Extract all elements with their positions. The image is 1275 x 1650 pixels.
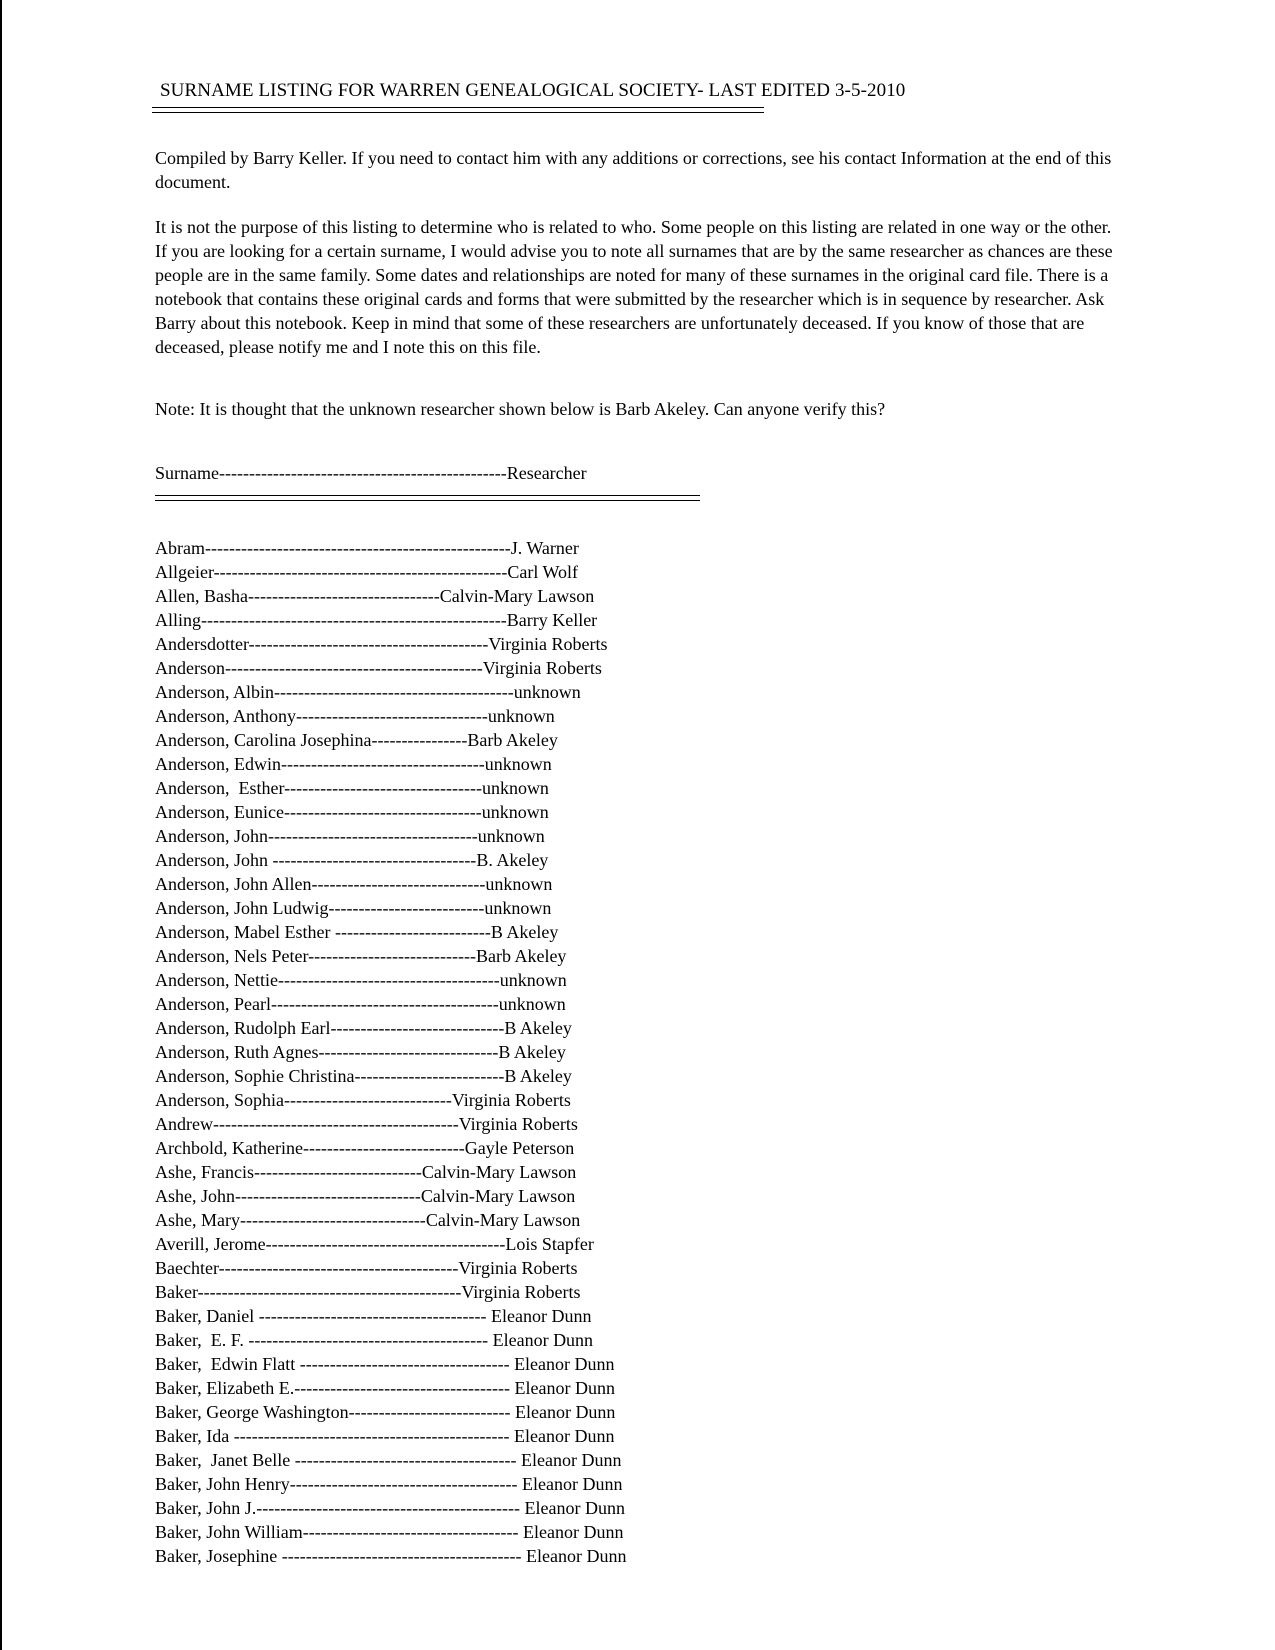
header-underline-top — [155, 495, 700, 496]
surname-text: Anderson, Sophia — [155, 1090, 284, 1110]
list-item — [155, 1376, 626, 1400]
title-underline-bottom — [152, 112, 764, 113]
leader-dashes: ---------------------------------------- — [218, 1258, 459, 1278]
list-item — [155, 728, 626, 752]
leader-dashes: ------------------------------------ — [294, 1378, 511, 1398]
surname-text: Anderson — [155, 658, 225, 678]
surname-text: Allgeier — [155, 562, 214, 582]
list-item — [155, 1112, 626, 1136]
surname-text: Anderson, Eunice — [155, 802, 284, 822]
leader-dashes: ------------------------------- — [239, 1210, 426, 1230]
researcher-text: Barry Keller — [506, 610, 598, 630]
surname-text: Baker — [155, 1282, 198, 1302]
leader-dashes: ---------------------------------------- — [248, 634, 489, 654]
surname-text: Anderson, Mabel Esther — [155, 922, 335, 942]
surname-text: Averill, Jerome — [155, 1234, 266, 1254]
list-item — [155, 680, 626, 704]
list-item — [155, 656, 626, 680]
researcher-text: Calvin-Mary Lawson — [425, 1210, 581, 1230]
purpose-paragraph: It is not the purpose of this listing to determine who is related to who. Some people on this listing are related in one way or the other. If you are looking for a certain surname, I would advise you to note all surnames that are by the same researcher as chances are these people are in the same family. Some dates and relationships are noted for many of these surnames in the original card file. There is a notebook that contains these original cards and forms that were submitted by the researcher which is in sequence by researcher. Ask Barry about this notebook. Keep in mind that some of these researchers are unfortunately deceased. If you know of those that are deceased, please notify me and I note this on this file. — [155, 217, 1113, 357]
researcher-text: Virginia Roberts — [461, 1282, 581, 1302]
leader-dashes: ---------------------------- — [284, 1090, 452, 1110]
leader-dashes: -------------------------- — [328, 898, 485, 918]
researcher-text: Eleanor Dunn — [520, 1498, 625, 1518]
surname-text: Anderson, John — [155, 850, 273, 870]
surname-text: Baker, Elizabeth E. — [155, 1378, 295, 1398]
researcher-text: unknown — [481, 778, 549, 798]
leader-dashes: -------------------------------------------- — [256, 1498, 521, 1518]
leader-dashes: ------------------------------ — [318, 1042, 499, 1062]
leader-dashes: ---------------------------------- — [280, 754, 485, 774]
surname-text: Abram — [155, 538, 205, 558]
document-title: SURNAME LISTING FOR WARREN GENEALOGICAL SOCIETY- LAST EDITED 3-5-2010 — [160, 80, 906, 101]
surname-text: Baker, Edwin Flatt — [155, 1354, 300, 1374]
list-item — [155, 1472, 626, 1496]
leader-dashes: --------------------------------------------------- — [204, 538, 511, 558]
researcher-text: unknown — [477, 826, 545, 846]
surname-text: Anderson, Anthony — [155, 706, 296, 726]
researcher-text: Barb Akeley — [475, 946, 567, 966]
leader-dashes: ------------------------------------- — [294, 1450, 517, 1470]
leader-dashes: ---------------------------------------- — [265, 1234, 506, 1254]
researcher-text: Eleanor Dunn — [516, 1450, 622, 1470]
list-item — [155, 944, 626, 968]
list-item — [155, 1424, 626, 1448]
surname-text: Ashe, Francis — [155, 1162, 254, 1182]
page-left-border — [0, 0, 2, 1650]
researcher-text: unknown — [485, 874, 553, 894]
researcher-text: unknown — [484, 898, 552, 918]
list-item — [155, 1184, 626, 1208]
leader-dashes: -------------------------------------- — [270, 994, 499, 1014]
surname-text: Baker, John J. — [155, 1498, 257, 1518]
leader-dashes: ---------------- — [371, 730, 468, 750]
surname-text: Baker, Janet Belle — [155, 1450, 295, 1470]
surname-text: Baker, John William — [155, 1522, 303, 1542]
researcher-text: B Akeley — [490, 922, 559, 942]
list-item — [155, 968, 626, 992]
list-item — [155, 1496, 626, 1520]
leader-dashes: ------------------------------------------------- — [213, 562, 508, 582]
leader-dashes: ------------------------------------------- — [225, 658, 483, 678]
surname-column-label: Surname — [155, 463, 219, 483]
researcher-text: Eleanor Dunn — [517, 1474, 623, 1494]
list-item — [155, 872, 626, 896]
list-item — [155, 896, 626, 920]
researcher-text: unknown — [498, 994, 566, 1014]
surname-text: Anderson, Sophie Christina — [155, 1066, 355, 1086]
surname-text: Andersdotter — [155, 634, 249, 654]
list-item — [155, 1400, 626, 1424]
surname-text: Ashe, John — [155, 1186, 235, 1206]
researcher-text: Calvin-Mary Lawson — [421, 1162, 577, 1182]
list-item — [155, 1016, 626, 1040]
researcher-text: Eleanor Dunn — [510, 1378, 615, 1398]
researcher-text: Virginia Roberts — [488, 634, 608, 654]
list-item — [155, 536, 626, 560]
list-item — [155, 1136, 626, 1160]
surname-text: Anderson, John Allen — [155, 874, 312, 894]
surname-text: Anderson, Albin — [155, 682, 274, 702]
leader-dashes: ----------------------------------- — [268, 826, 478, 846]
researcher-text: B Akeley — [504, 1018, 572, 1038]
list-item — [155, 1256, 626, 1280]
list-item — [155, 992, 626, 1016]
surname-text: Alling — [155, 610, 202, 630]
researcher-text: Eleanor Dunn — [509, 1426, 615, 1446]
leader-dashes: ----------------------------- — [311, 874, 486, 894]
list-item — [155, 752, 626, 776]
header-leader-dashes: ------------------------------------------------ — [218, 463, 507, 483]
surname-text: Baker, John Henry — [155, 1474, 290, 1494]
leader-dashes: --------------------------- — [348, 1402, 511, 1422]
surname-text: Anderson, Nels Peter — [155, 946, 309, 966]
surname-text: Anderson, Edwin — [155, 754, 281, 774]
researcher-text: Virginia Roberts — [458, 1114, 578, 1134]
list-item — [155, 632, 626, 656]
surname-text: Anderson, Carolina Josephina — [155, 730, 372, 750]
researcher-text: Virginia Roberts — [458, 1258, 578, 1278]
list-item — [155, 608, 626, 632]
leader-dashes: ---------------------------- — [253, 1162, 422, 1182]
list-item — [155, 1280, 626, 1304]
researcher-text: Carl Wolf — [507, 562, 579, 582]
list-item — [155, 1448, 626, 1472]
researcher-text: B. Akeley — [476, 850, 549, 870]
leader-dashes: -------------------------------------------- — [197, 1282, 462, 1302]
researcher-text: unknown — [481, 802, 549, 822]
researcher-text: Eleanor Dunn — [518, 1522, 624, 1542]
researcher-text: unknown — [499, 970, 567, 990]
leader-dashes: -------------------------------- — [247, 586, 440, 606]
surname-text: Archbold, Katherine — [155, 1138, 303, 1158]
researcher-column-label: Researcher — [506, 463, 587, 483]
list-item — [155, 1520, 626, 1544]
surname-text: Baker, Josephine — [155, 1546, 282, 1566]
researcher-text: Eleanor Dunn — [486, 1306, 592, 1326]
researcher-text: unknown — [484, 754, 552, 774]
list-item — [155, 800, 626, 824]
researcher-text: Eleanor Dunn — [521, 1546, 627, 1566]
leader-dashes: ------------------------------------- — [277, 970, 500, 990]
list-item — [155, 584, 626, 608]
researcher-text: J. Warner — [510, 538, 579, 558]
surname-text: Anderson, Ruth Agnes — [155, 1042, 319, 1062]
leader-dashes: -------------------------------- — [296, 706, 488, 726]
surname-text: Anderson, Rudolph Earl — [155, 1018, 331, 1038]
list-item — [155, 1040, 626, 1064]
list-item — [155, 704, 626, 728]
leader-dashes: ---------------------------------- — [272, 850, 477, 870]
intro-paragraph: Compiled by Barry Keller. If you need to contact him with any additions or corrections, see his contact Information at the end of this document. — [155, 148, 1112, 192]
leader-dashes: -------------------------------------- — [289, 1474, 518, 1494]
leader-dashes: ---------------------------------------- — [281, 1546, 522, 1566]
researcher-text: Eleanor Dunn — [488, 1330, 594, 1350]
leader-dashes: ------------------------------------ — [302, 1522, 519, 1542]
list-item — [155, 1208, 626, 1232]
list-item — [155, 1352, 626, 1376]
researcher-text: Calvin-Mary Lawson — [420, 1186, 576, 1206]
surname-text: Baker, George Washington — [155, 1402, 349, 1422]
leader-dashes: ----------------------------------------- — [212, 1114, 459, 1134]
leader-dashes: -------------------------- — [334, 922, 491, 942]
surname-text: Anderson, John Ludwig — [155, 898, 329, 918]
title-underline-top — [152, 107, 764, 108]
researcher-text: Lois Stapfer — [505, 1234, 594, 1254]
list-item — [155, 824, 626, 848]
researcher-text: Barb Akeley — [467, 730, 558, 750]
leader-dashes: ---------------------------- — [308, 946, 476, 966]
list-item — [155, 776, 626, 800]
surname-listing — [155, 536, 626, 1568]
researcher-text: Virginia Roberts — [451, 1090, 571, 1110]
leader-dashes: ---------------------------------------- — [248, 1330, 489, 1350]
researcher-text: unknown — [487, 706, 555, 726]
surname-text: Allen, Basha — [155, 586, 248, 606]
surname-text: Anderson, Esther — [155, 778, 285, 798]
leader-dashes: --------------------------------- — [284, 778, 482, 798]
surname-text: Andrew — [155, 1114, 213, 1134]
surname-text: Anderson, Pearl — [155, 994, 271, 1014]
list-item — [155, 920, 626, 944]
researcher-text: Eleanor Dunn — [509, 1354, 615, 1374]
researcher-text: B Akeley — [498, 1042, 566, 1062]
researcher-text: unknown — [513, 682, 581, 702]
leader-dashes: --------------------------------- — [283, 802, 482, 822]
leader-dashes: ---------------------------------------------- — [233, 1426, 510, 1446]
list-item — [155, 1160, 626, 1184]
list-item — [155, 848, 626, 872]
list-item — [155, 1064, 626, 1088]
list-item — [155, 1232, 626, 1256]
researcher-text: B Akeley — [504, 1066, 572, 1086]
list-item — [155, 1544, 626, 1568]
leader-dashes: --------------------------------------------------- — [201, 610, 507, 630]
leader-dashes: ----------------------------- — [330, 1018, 505, 1038]
list-item — [155, 560, 626, 584]
surname-text: Baker, Ida — [155, 1426, 234, 1446]
researcher-text: Gayle Peterson — [464, 1138, 575, 1158]
list-item — [155, 1088, 626, 1112]
surname-text: Ashe, Mary — [155, 1210, 240, 1230]
listing-header — [155, 463, 587, 484]
researcher-text: Eleanor Dunn — [510, 1402, 616, 1422]
surname-text: Anderson, John — [155, 826, 268, 846]
surname-text: Anderson, Nettie — [155, 970, 278, 990]
leader-dashes: -------------------------------------- — [258, 1306, 487, 1326]
surname-text: Baker, E. F. — [155, 1330, 249, 1350]
note-paragraph: Note: It is thought that the unknown researcher shown below is Barb Akeley. Can anyone verify this? — [155, 399, 886, 419]
leader-dashes: --------------------------- — [302, 1138, 465, 1158]
list-item — [155, 1328, 626, 1352]
researcher-text: Calvin-Mary Lawson — [439, 586, 595, 606]
leader-dashes: ------------------------- — [354, 1066, 505, 1086]
researcher-text: Virginia Roberts — [482, 658, 602, 678]
surname-text: Baker, Daniel — [155, 1306, 259, 1326]
list-item — [155, 1304, 626, 1328]
surname-text: Baechter — [155, 1258, 219, 1278]
leader-dashes: ------------------------------- — [235, 1186, 421, 1206]
header-underline-bottom — [155, 500, 700, 501]
leader-dashes: ---------------------------------------- — [274, 682, 514, 702]
leader-dashes: ----------------------------------- — [299, 1354, 510, 1374]
